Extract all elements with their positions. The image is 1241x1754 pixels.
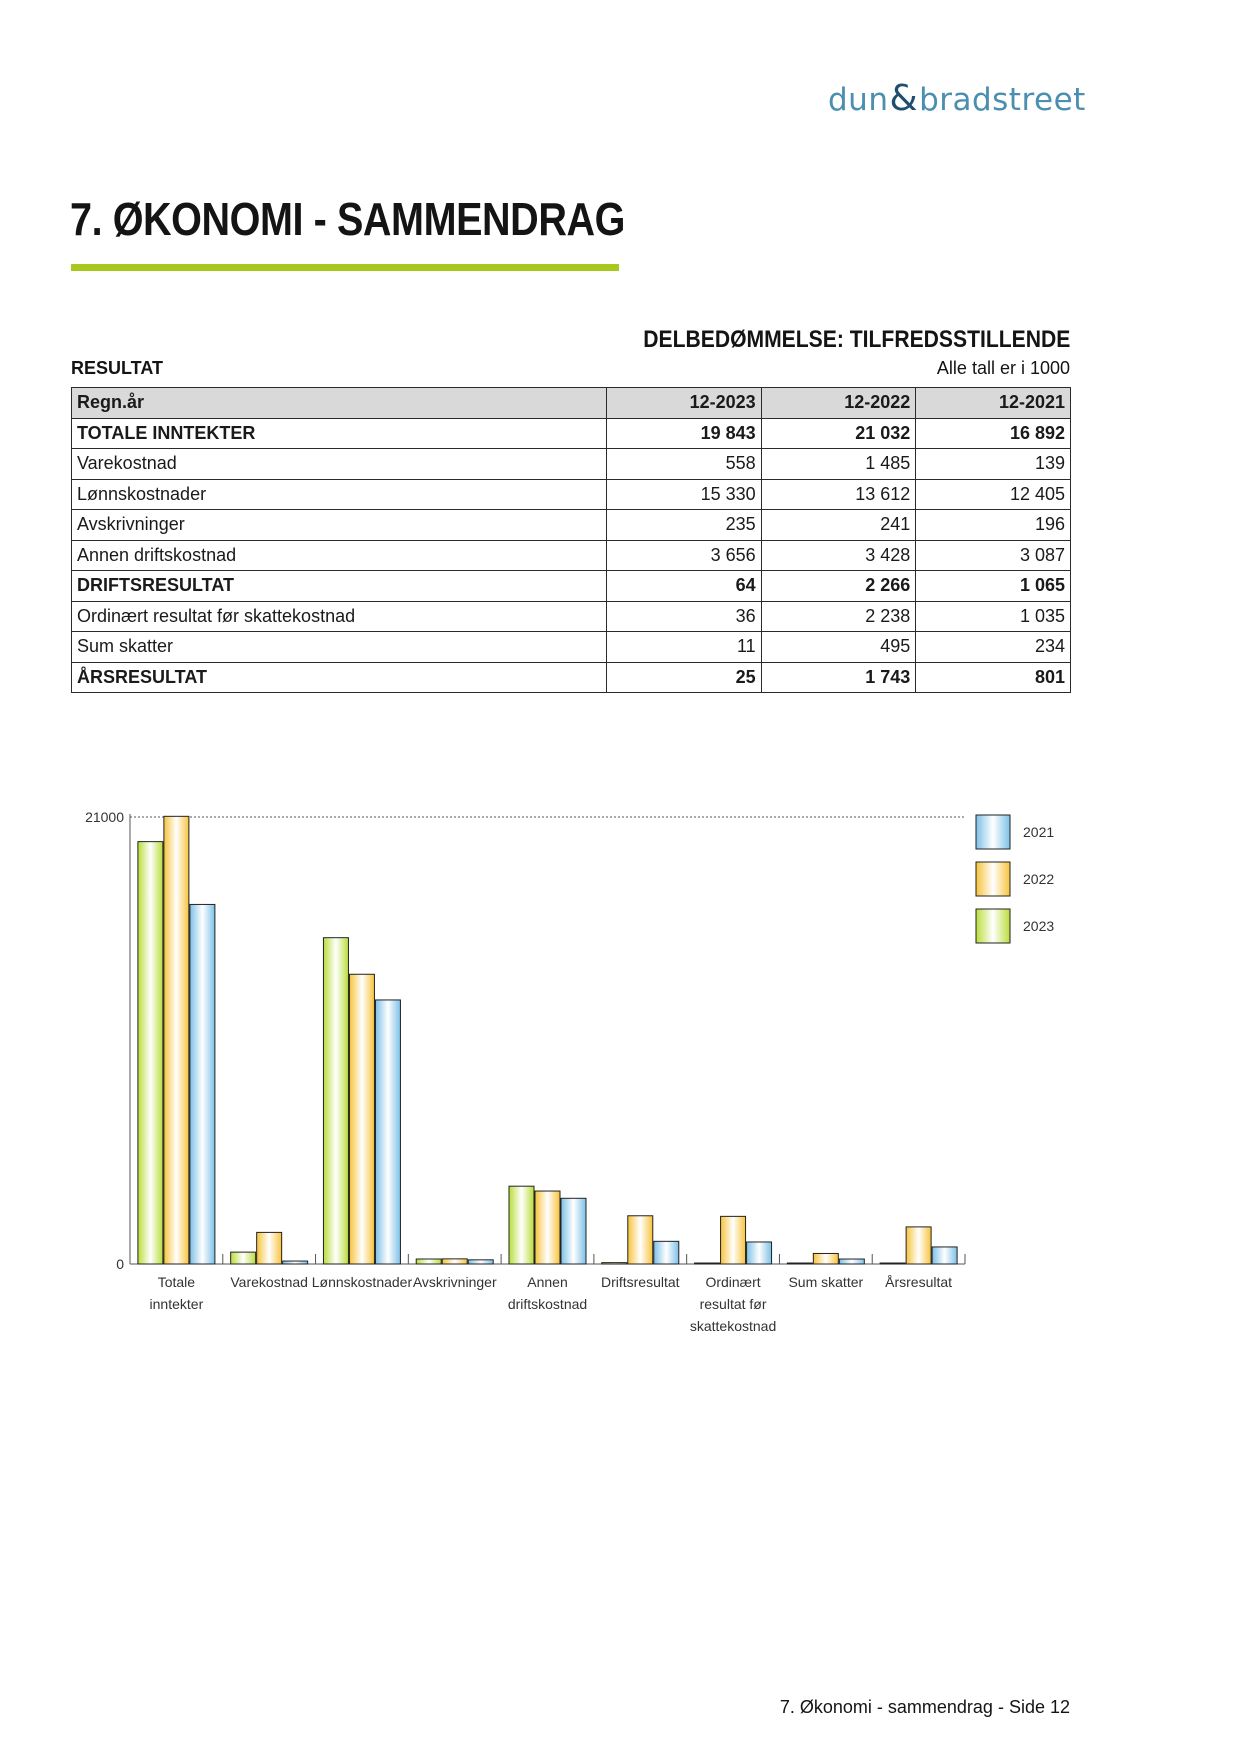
x-tick-label: Ordinært (705, 1274, 761, 1290)
row-value: 64 (606, 571, 761, 602)
row-value: 1 485 (761, 449, 916, 480)
y-tick-label: 21000 (85, 809, 124, 825)
legend-label-2022: 2022 (1023, 871, 1055, 887)
rating-heading: DELBEDØMMELSE: TILFREDSSTILLENDE (642, 326, 1070, 353)
row-value: 2 238 (761, 601, 916, 632)
page-title: 7. ØKONOMI - SAMMENDRAG (70, 193, 625, 245)
row-value: 1 743 (761, 662, 916, 693)
row-value: 16 892 (916, 418, 1071, 449)
row-value: 19 843 (606, 418, 761, 449)
bar-2022 (628, 1216, 653, 1264)
row-value: 139 (916, 449, 1071, 480)
section-label: RESULTAT (71, 358, 163, 378)
bar-2022 (813, 1253, 838, 1264)
x-tick-label: inntekter (149, 1296, 204, 1312)
x-tick-label: Avskrivninger (412, 1274, 497, 1290)
bar-2023 (138, 842, 163, 1264)
bar-2022 (257, 1232, 282, 1264)
bar-2021 (468, 1260, 493, 1264)
bar-2021 (283, 1261, 308, 1264)
row-value: 15 330 (606, 479, 761, 510)
bar-2022 (721, 1216, 746, 1264)
legend-label-2021: 2021 (1023, 824, 1055, 840)
row-label: Varekostnad (72, 449, 607, 480)
bar-2023 (416, 1259, 441, 1264)
header-year-label: Regn.år (72, 388, 607, 419)
row-value: 241 (761, 510, 916, 541)
x-tick-label: Lønnskostnader (311, 1274, 413, 1290)
row-value: 12 405 (916, 479, 1071, 510)
logo-ampersand: & (889, 78, 919, 119)
row-value: 495 (761, 632, 916, 663)
row-label: Ordinært resultat før skattekostnad (72, 601, 607, 632)
x-tick-label: skattekostnad (689, 1318, 777, 1334)
bar-2023 (880, 1263, 905, 1264)
bar-2022 (906, 1227, 931, 1264)
x-tick-label: Driftsresultat (600, 1274, 680, 1290)
x-tick-label: resultat før (699, 1296, 767, 1312)
bar-2022 (164, 816, 189, 1264)
row-value: 11 (606, 632, 761, 663)
row-value: 3 656 (606, 540, 761, 571)
row-value: 3 428 (761, 540, 916, 571)
bar-2021 (375, 1000, 400, 1264)
row-label: TOTALE INNTEKTER (72, 418, 607, 449)
bar-2023 (787, 1263, 812, 1264)
bar-2023 (323, 938, 348, 1264)
row-value: 558 (606, 449, 761, 480)
bar-2022 (349, 974, 374, 1264)
x-tick-label: driftskostnad (507, 1296, 588, 1312)
row-value: 3 087 (916, 540, 1071, 571)
row-value: 196 (916, 510, 1071, 541)
legend-label-2023: 2023 (1023, 918, 1055, 934)
row-value: 25 (606, 662, 761, 693)
y-tick-label: 0 (116, 1256, 124, 1272)
row-label: Annen driftskostnad (72, 540, 607, 571)
legend-swatch-2023 (976, 909, 1010, 943)
row-value: 235 (606, 510, 761, 541)
bar-2021 (190, 904, 215, 1264)
bar-2023 (231, 1252, 256, 1264)
page-footer: 7. Økonomi - sammendrag - Side 12 (779, 1697, 1070, 1717)
row-label: ÅRSRESULTAT (72, 662, 607, 693)
logo-text-dun: dun (828, 82, 889, 118)
logo-text-bradstreet: bradstreet (919, 82, 1086, 118)
row-label: Lønnskostnader (72, 479, 607, 510)
legend-swatch-2021 (976, 815, 1010, 849)
bar-2022 (442, 1259, 467, 1264)
header-2022: 12-2022 (761, 388, 916, 419)
bar-2021 (561, 1198, 586, 1264)
row-label: DRIFTSRESULTAT (72, 571, 607, 602)
row-value: 2 266 (761, 571, 916, 602)
header-2023: 12-2023 (606, 388, 761, 419)
row-value: 801 (916, 662, 1071, 693)
x-tick-label: Sum skatter (788, 1274, 864, 1290)
x-tick-label: Totale (157, 1274, 196, 1290)
bar-2023 (602, 1263, 627, 1264)
row-label: Sum skatter (72, 632, 607, 663)
bar-2021 (747, 1242, 772, 1264)
bar-2021 (654, 1241, 679, 1264)
row-value: 13 612 (761, 479, 916, 510)
row-value: 1 035 (916, 601, 1071, 632)
legend-swatch-2022 (976, 862, 1010, 896)
row-label: Avskrivninger (72, 510, 607, 541)
bar-2021 (932, 1247, 957, 1264)
x-tick-label: Varekostnad (230, 1274, 308, 1290)
header-2021: 12-2021 (916, 388, 1071, 419)
row-value: 21 032 (761, 418, 916, 449)
row-value: 1 065 (916, 571, 1071, 602)
row-value: 234 (916, 632, 1071, 663)
bar-2021 (839, 1259, 864, 1264)
unit-note: Alle tall er i 1000 (936, 358, 1070, 378)
row-value: 36 (606, 601, 761, 632)
bar-2022 (535, 1191, 560, 1264)
x-tick-label: Årsresultat (885, 1274, 953, 1290)
bar-2023 (695, 1263, 720, 1264)
x-tick-label: Annen (527, 1274, 568, 1290)
bar-2023 (509, 1186, 534, 1264)
